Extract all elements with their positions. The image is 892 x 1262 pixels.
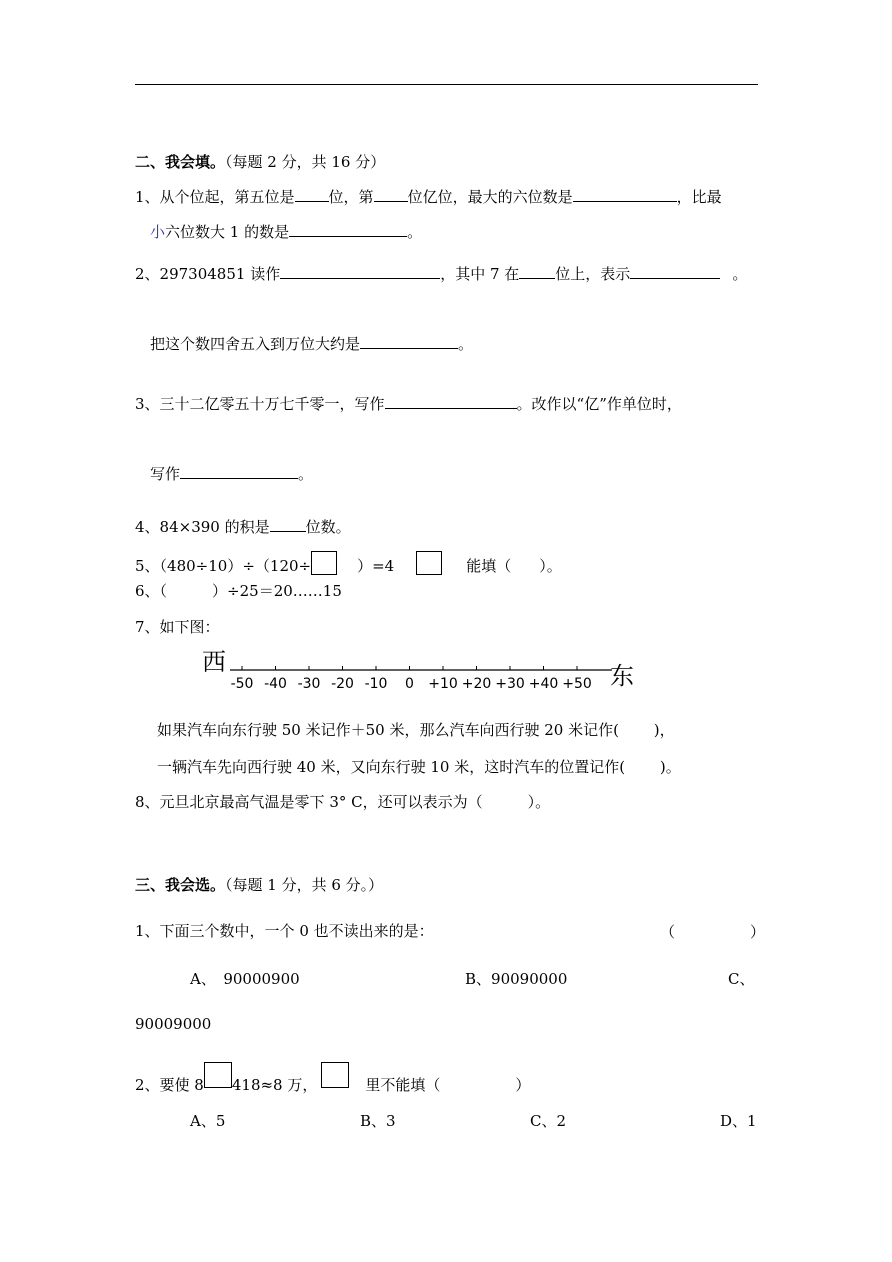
q2-line1 <box>135 264 747 284</box>
s3-q2-option-a[interactable]: A、5 <box>190 1112 226 1130</box>
section2-title: 二、我会填。 <box>135 153 226 171</box>
q6-line <box>135 581 342 601</box>
answer-blank[interactable] <box>374 187 408 202</box>
answer-blank[interactable] <box>519 264 555 279</box>
answer-blank[interactable] <box>295 187 329 202</box>
section3-title: 三、我会选。 <box>135 876 226 894</box>
tick-label: -10 <box>364 676 388 690</box>
q5-line <box>135 551 562 576</box>
q8-text: 8、元旦北京最高气温是零下 3° C，还可以表示为（ ）。 <box>135 793 551 811</box>
tick-label: +20 <box>461 676 492 690</box>
q7-text-a: 如果汽车向东行驶 50 米记作＋50 米，那么汽车向西行驶 20 米记作( )， <box>157 721 675 739</box>
s3-q2-text-c: 里不能填（ ） <box>365 1076 531 1094</box>
q3-text-a: 3、三十二亿零五十万七千零一，写作 <box>135 395 385 413</box>
s3-q1-option-a[interactable]: A、 90000900 <box>190 970 300 988</box>
tick-label: +50 <box>562 676 592 690</box>
q3-text-c: 写作 <box>150 465 181 483</box>
q8-line <box>135 792 550 812</box>
q1-text-g: 。 <box>407 223 423 241</box>
q5-text-c: 能填（ <box>466 557 512 575</box>
q7-text: 7、如下图： <box>135 618 220 636</box>
q2-text-a: 2、297304851 读作 <box>135 265 281 283</box>
q2-text-d: 。 <box>732 265 748 283</box>
q1-text-d: ，比最 <box>676 188 722 206</box>
tick-label: +10 <box>428 676 458 690</box>
s3-q2-line <box>135 1062 530 1095</box>
tick-label: -40 <box>264 676 287 690</box>
q1-text-b: 位，第 <box>328 188 374 206</box>
tick-label: -20 <box>331 676 354 690</box>
tick-label: 0 <box>405 676 414 690</box>
s3-q1-option-c-value: 90009000 <box>135 1015 212 1033</box>
q5-text-d: ）。 <box>539 557 562 575</box>
q7-line-b <box>157 757 681 777</box>
q4-line <box>135 517 351 537</box>
q2-text-f: 。 <box>458 335 474 353</box>
answer-blank[interactable] <box>280 264 440 279</box>
s3-q2-text-b: 418≈8 万， <box>231 1076 318 1094</box>
q2-text-c: 位上，表示 <box>555 265 631 283</box>
q3-text-d: 。 <box>298 465 314 483</box>
answer-box[interactable] <box>204 1062 232 1088</box>
s3-q1-text: 1、下面三个数中，一个 0 也不读出来的是： <box>135 922 434 940</box>
q7-line <box>135 617 220 637</box>
q7-line-a <box>157 720 675 740</box>
answer-box[interactable] <box>321 1062 349 1088</box>
tick-label: -50 <box>230 676 254 690</box>
s3-q2-option-d[interactable]: D、1 <box>720 1112 757 1130</box>
answer-box[interactable] <box>311 551 337 575</box>
section2-heading <box>135 152 385 172</box>
s3-q2-text-a: 2、要使 8 <box>135 1076 204 1094</box>
s3-q2-option-c[interactable]: C、2 <box>530 1112 567 1130</box>
s3-q1-paren: （ ） <box>660 923 766 941</box>
s3-q1-option-c[interactable]: C、 <box>728 970 755 988</box>
q1-line2 <box>150 222 422 242</box>
q7-text-b: 一辆汽车先向西行驶 40 米，又向东行驶 10 米，这时汽车的位置记作( )。 <box>157 758 681 776</box>
q1-text-a: 1、从个位起，第五位是 <box>135 188 295 206</box>
section3-note: （每题 1 分，共 6 分。） <box>225 876 384 894</box>
s3-q1-line <box>135 921 434 941</box>
answer-blank[interactable] <box>360 334 458 349</box>
tick-label: +40 <box>528 676 559 690</box>
q3-line1 <box>135 394 682 414</box>
number-line-axis <box>200 640 620 690</box>
section2-note: （每题 2 分，共 16 分） <box>225 153 386 171</box>
q2-line2 <box>150 334 473 354</box>
q6-text: 6、（ ）÷25＝20……15 <box>135 582 342 600</box>
number-line <box>200 640 650 690</box>
q1-line1 <box>135 187 722 207</box>
answer-box[interactable] <box>416 551 442 575</box>
section3-heading <box>135 875 383 895</box>
s3-q1-option-b[interactable]: B、90090000 <box>465 970 568 988</box>
q4-text-b: 位数。 <box>305 518 351 536</box>
answer-blank[interactable] <box>289 222 407 237</box>
s3-q2-option-b[interactable]: B、3 <box>360 1112 396 1130</box>
q1-text-e: 小 <box>150 223 166 241</box>
tick-label: -30 <box>297 676 321 690</box>
q4-text-a: 4、84×390 的积是 <box>135 518 270 536</box>
answer-blank[interactable] <box>270 517 306 532</box>
q5-text-b: ）=4 <box>357 557 395 575</box>
answer-blank[interactable] <box>630 264 720 279</box>
tick-label: +30 <box>495 676 525 690</box>
q3-line2 <box>150 464 313 484</box>
west-label: 西 <box>202 648 226 676</box>
top-rule <box>135 84 758 85</box>
answer-blank[interactable] <box>385 394 517 409</box>
q5-text-a: 5、（480÷10）÷（120÷ <box>135 557 312 575</box>
answer-blank[interactable] <box>573 187 677 202</box>
q2-text-b: ，其中 7 在 <box>440 265 520 283</box>
east-label: 东 <box>610 662 634 690</box>
answer-blank[interactable] <box>180 464 298 479</box>
q1-text-f: 六位数大 1 的数是 <box>165 223 290 241</box>
q2-text-e: 把这个数四舍五入到万位大约是 <box>150 335 361 353</box>
q1-text-c: 位亿位，最大的六位数是 <box>407 188 573 206</box>
q3-text-b: 。改作以“亿”作单位时， <box>516 395 682 413</box>
